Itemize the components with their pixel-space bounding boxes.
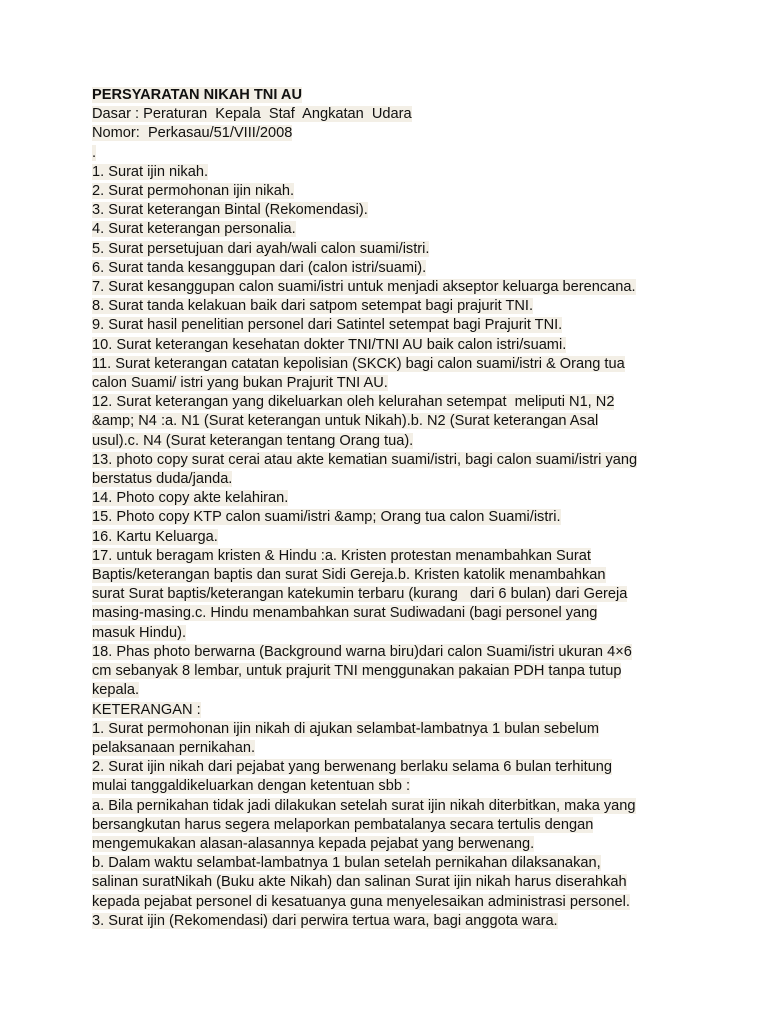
text-line: 18. Phas photo berwarna (Background warna biru)dari calon Suami/istri ukuran 4×6 [92,643,632,660]
text-line: 5. Surat persetujuan dari ayah/wali calon suami/istri. [92,240,430,257]
text-line: 8. Surat tanda kelakuan baik dari satpom setempat bagi prajurit TNI. [92,298,534,315]
text-line: surat Surat baptis/keterangan katekumin terbaru (kurang dari 6 bulan) dari Gereja [92,586,628,603]
text-line: salinan suratNikah (Buku akte Nikah) dan salinan Surat ijin nikah harus diserahkah [92,874,627,891]
text-line: 1. Surat ijin nikah. [92,163,209,180]
text-line: 4. Surat keterangan personalia. [92,221,296,238]
text-line: b. Dalam waktu selambat-lambatnya 1 bulan setelah pernikahan dilaksanakan, [92,855,601,872]
text-line: calon Suami/ istri yang bukan Prajurit TNI AU. [92,375,388,392]
text-line: masing-masing.c. Hindu menambahkan surat Sudiwadani (bagi personel yang [92,605,598,622]
text-line: 11. Surat keterangan catatan kepolisian (SKCK) bagi calon suami/istri & Orang tua [92,355,625,372]
document-title: PERSYARATAN NIKAH TNI AU [92,87,302,103]
text-line: masuk Hindu). [92,624,187,641]
text-line: 3. Surat ijin (Rekomendasi) dari perwira tertua wara, bagi anggota wara. [92,912,558,929]
text-line: 15. Photo copy KTP calon suami/istri &amp; Orang tua calon Suami/istri. [92,509,561,526]
text-line: 10. Surat keterangan kesehatan dokter TNI/TNI AU baik calon istri/suami. [92,336,567,353]
text-line: kepada pejabat personel di kesatuanya guna menyelesaikan administrasi personel. [92,893,630,910]
text-line: berstatus duda/janda. [92,471,233,488]
text-line: 12. Surat keterangan yang dikeluarkan oleh kelurahan setempat meliputi N1, N2 [92,394,615,411]
nomor-line: Nomor: Perkasau/51/VIII/2008 [92,125,293,142]
requirements-list [92,163,692,931]
text-line: cm sebanyak 8 lembar, untuk prajurit TNI menggunakan pakaian PDH tanpa tutup [92,663,622,680]
text-line: 3. Surat keterangan Bintal (Rekomendasi). [92,202,368,219]
text-line: 9. Surat hasil penelitian personel dari Satintel setempat bagi Prajurit TNI. [92,317,563,334]
document-body [92,86,692,931]
text-line: 16. Kartu Keluarga. [92,528,218,545]
text-line: 6. Surat tanda kesanggupan dari (calon istri/suami). [92,259,427,276]
text-line: 14. Photo copy akte kelahiran. [92,490,289,507]
text-line: usul).c. N4 (Surat keterangan tentang Orang tua). [92,432,414,449]
text-line: &amp; N4 :a. N1 (Surat keterangan untuk Nikah).b. N2 (Surat keterangan Asal [92,413,599,430]
dasar-line: Dasar : Peraturan Kepala Staf Angkatan Udara [92,106,412,123]
text-line: kepala. [92,682,140,699]
text-line: Baptis/keterangan baptis dan surat Sidi Gereja.b. Kristen katolik menambahkan [92,567,606,584]
text-line: bersangkutan harus segera melaporkan pembatalanya secara tertulis dengan [92,816,594,833]
text-line: 2. Surat ijin nikah dari pejabat yang berwenang berlaku selama 6 bulan terhitung [92,759,613,776]
text-line: a. Bila pernikahan tidak jadi dilakukan setelah surat ijin nikah diterbitkan, maka yang [92,797,636,814]
dot-line: . [92,144,97,161]
text-line: 17. untuk beragam kristen & Hindu :a. Kristen protestan menambahkan Surat [92,547,591,564]
text-line: 13. photo copy surat cerai atau akte kematian suami/istri, bagi calon suami/istri yang [92,451,638,468]
text-line: pelaksanaan pernikahan. [92,739,256,756]
text-line: mengemukakan alasan-alasannya kepada pejabat yang berwenang. [92,835,535,852]
text-line: 7. Surat kesanggupan calon suami/istri untuk menjadi akseptor keluarga berencana. [92,279,636,296]
text-line: KETERANGAN : [92,701,201,718]
text-line: mulai tanggaldikeluarkan dengan ketentuan sbb : [92,778,411,795]
text-line: 2. Surat permohonan ijin nikah. [92,183,295,200]
text-line: 1. Surat permohonan ijin nikah di ajukan selambat-lambatnya 1 bulan sebelum [92,720,600,737]
